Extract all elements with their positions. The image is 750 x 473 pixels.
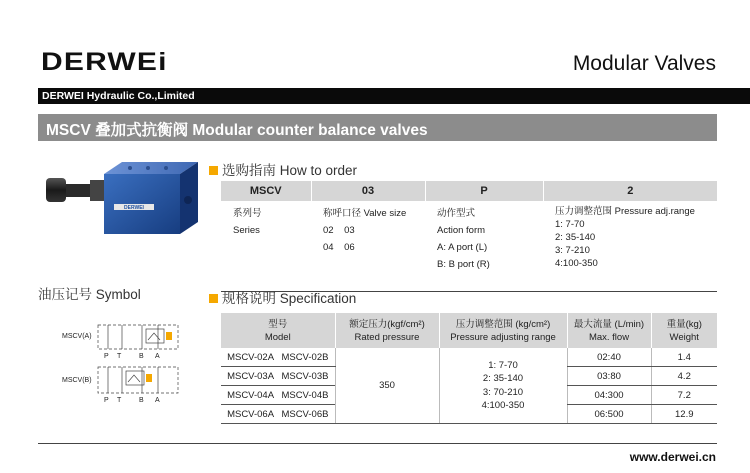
spec-weight: 12.9 <box>651 405 717 424</box>
port-t-b: T <box>117 397 122 404</box>
spec-model: MSCV-03A MSCV-03B <box>221 367 335 386</box>
website-link[interactable]: www.derwei.cn <box>629 450 716 464</box>
port-b-a: B <box>139 353 144 360</box>
port-a-b: A <box>155 397 160 404</box>
valve-product-image <box>38 160 208 245</box>
port-t-a: T <box>117 353 122 360</box>
order-header-series: MSCV <box>221 181 311 201</box>
spec-rated-pressure: 350 <box>335 348 439 424</box>
spec-header-max-flow: 最大流量 (L/min) Max. flow <box>567 313 651 348</box>
spec-model: MSCV-06A MSCV-06B <box>221 405 335 424</box>
spec-header-pressure-range: 压力调整范围 (kg/cm²) Pressure adjusting range <box>439 313 567 348</box>
spec-header-rated-pressure: 额定压力(kgf/cm²) Rated pressure <box>335 313 439 348</box>
order-cell-pressure: 压力调整范围 Pressure adj.range 1: 7-70 2: 35-140 3: 7-210 4:100-350 <box>543 201 717 292</box>
specification-table <box>221 313 717 424</box>
valve-plate-label: DERWEI <box>124 205 144 211</box>
spec-weight: 7.2 <box>651 386 717 405</box>
product-title: MSCV 叠加式抗衡阀 Modular counter balance valves <box>46 122 428 139</box>
spec-header-model: 型号 Model <box>221 313 335 348</box>
spec-weight: 4.2 <box>651 367 717 386</box>
spec-header-weight: 重量(kg) Weight <box>651 313 717 348</box>
hydraulic-symbol-diagram <box>60 320 190 410</box>
document-title: Modular Valves <box>572 52 716 75</box>
symbol-label-b: MSCV(B) <box>62 377 92 384</box>
order-header-pressure: 2 <box>543 181 717 201</box>
spec-max-flow: 03:80 <box>567 367 651 386</box>
order-header-action: P <box>425 181 543 201</box>
symbol-label-a: MSCV(A) <box>62 333 92 340</box>
port-p-b: P <box>104 397 109 404</box>
spec-weight: 1.4 <box>651 348 717 367</box>
order-header-size: 03 <box>311 181 425 201</box>
spec-max-flow: 06:500 <box>567 405 651 424</box>
order-cell-series: 系列号 Series <box>221 201 311 292</box>
spec-max-flow: 04:300 <box>567 386 651 405</box>
spec-pressure-range: 1: 7-70 2: 35-140 3: 70-210 4:100-350 <box>439 348 567 424</box>
section-marker-icon <box>209 166 218 175</box>
port-p-a: P <box>104 353 109 360</box>
how-to-order-title: 选购指南 How to order <box>209 159 357 179</box>
company-name: DERWEI Hydraulic Co.,Limited <box>42 89 195 102</box>
order-cell-size: 称呼口径 Valve size 02 03 04 06 <box>311 201 425 292</box>
port-b-b: B <box>139 397 144 404</box>
spec-model: MSCV-02A MSCV-02B <box>221 348 335 367</box>
port-a-a: A <box>155 353 160 360</box>
symbol-title: 油压记号 Symbol <box>38 287 141 302</box>
order-cell-action: 动作型式 Action form A: A port (L) B: B port (R) <box>425 201 543 292</box>
order-code-table <box>221 181 717 292</box>
section-marker-icon <box>209 294 218 303</box>
spec-max-flow: 02:40 <box>567 348 651 367</box>
footer-divider <box>38 443 717 444</box>
specification-title: 规格说明 Specification <box>209 287 356 307</box>
table-row <box>221 348 717 367</box>
spec-model: MSCV-04A MSCV-04B <box>221 386 335 405</box>
company-logo: DERWEi <box>41 48 168 76</box>
